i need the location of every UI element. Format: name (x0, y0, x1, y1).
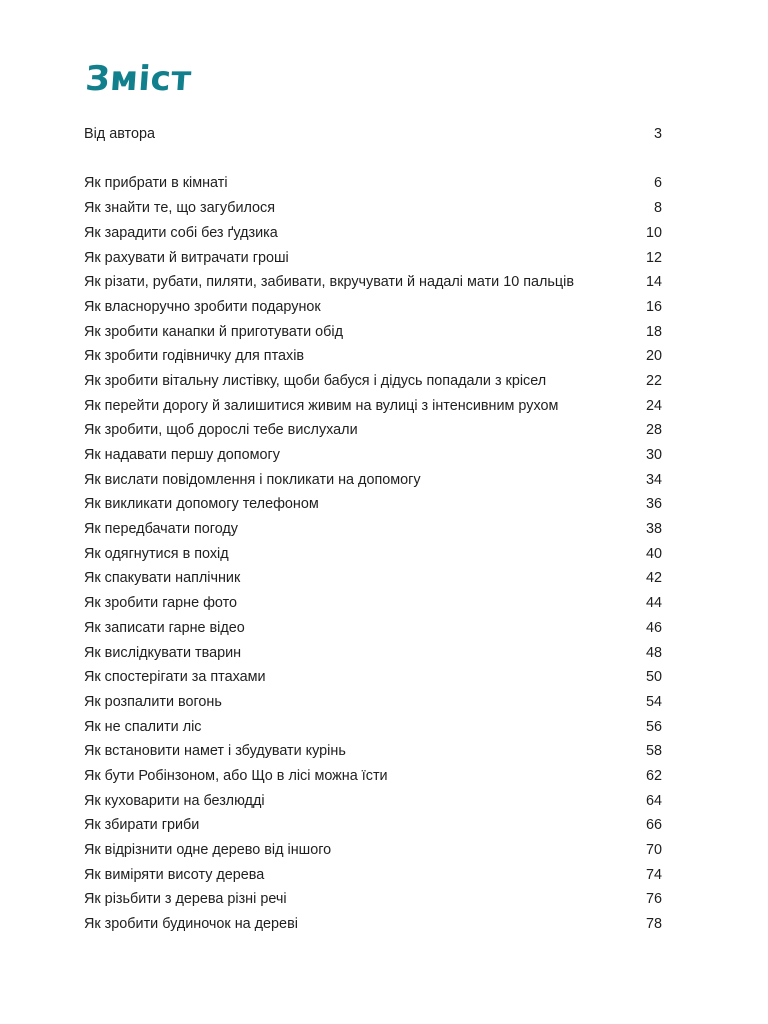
toc-entry-title: Як зробити годівничку для птахів (84, 348, 305, 365)
toc-entry-title: Як передбачати погоду (84, 521, 238, 538)
toc-entry-page-number: 36 (645, 496, 662, 513)
toc-entry[interactable] (84, 715, 662, 740)
toc-entry-title: Як знайти те, що загубилося (84, 200, 276, 217)
toc-entry-page-number: 3 (653, 126, 662, 142)
toc-entry-title: Від автора (84, 126, 155, 142)
toc-entry-page-number: 10 (645, 224, 662, 241)
toc-entry-page-number: 46 (645, 619, 662, 636)
toc-entry-page-number: 30 (645, 447, 662, 464)
toc-entry-title: Як перейти дорогу й залишитися живим на вулиці з інтенсивним рухом (84, 397, 559, 414)
toc-entry[interactable] (84, 492, 662, 517)
table-of-contents-list (84, 122, 662, 937)
toc-entry[interactable] (84, 196, 662, 221)
toc-entry-page-number: 48 (645, 644, 662, 661)
toc-entry[interactable] (84, 838, 662, 863)
toc-entry[interactable] (84, 566, 662, 591)
toc-entry-page-number: 74 (645, 866, 662, 883)
toc-entry-title: Як одягнутися в похід (84, 545, 229, 562)
toc-entry[interactable] (84, 789, 662, 814)
toc-entry[interactable] (84, 517, 662, 542)
toc-entry-page-number: 20 (645, 348, 662, 365)
toc-entry-page-number: 42 (645, 570, 662, 587)
toc-entry-page-number: 78 (645, 916, 662, 933)
toc-entry-page-number: 40 (645, 545, 662, 562)
toc-entry-page-number: 14 (645, 274, 662, 291)
toc-entry-page-number: 38 (645, 521, 662, 538)
toc-entry-page-number: 12 (645, 249, 662, 266)
toc-entry[interactable] (84, 171, 662, 196)
toc-entry[interactable] (84, 394, 662, 419)
toc-entry-title: Як різати, рубати, пиляти, забивати, вкручувати й надалі мати 10 пальців (84, 274, 574, 291)
toc-entry-title: Як надавати першу допомогу (84, 447, 280, 464)
toc-entry-page-number: 28 (645, 422, 662, 439)
toc-entry-title: Як встановити намет і збудувати курінь (84, 743, 346, 760)
table-of-contents-title: Зміст (84, 59, 193, 99)
toc-entry-title: Як вислідкувати тварин (84, 644, 242, 661)
toc-entry-page-number: 16 (645, 298, 662, 315)
toc-entry-page-number: 64 (645, 792, 662, 809)
toc-entry-page-number: 24 (645, 397, 662, 414)
toc-entry[interactable] (84, 887, 662, 912)
toc-entry[interactable] (84, 344, 662, 369)
toc-entry-page-number: 22 (645, 372, 662, 389)
toc-entry[interactable] (84, 320, 662, 345)
toc-entry[interactable] (84, 616, 662, 641)
toc-entry-title: Як прибрати в кімнаті (84, 175, 228, 192)
toc-entry[interactable] (84, 270, 662, 295)
toc-entry[interactable] (84, 443, 662, 468)
toc-entry-page-number: 58 (645, 743, 662, 760)
toc-entry-title: Як спостерігати за птахами (84, 669, 266, 686)
toc-entry[interactable] (84, 591, 662, 616)
toc-entry-title: Як виміряти висоту дерева (84, 866, 265, 883)
toc-entry-page-number: 56 (645, 718, 662, 735)
toc-entry[interactable] (84, 690, 662, 715)
toc-entry[interactable] (84, 813, 662, 838)
toc-entry-title: Як розпалити вогонь (84, 693, 222, 710)
toc-entry[interactable] (84, 764, 662, 789)
toc-entry-title: Як зробити вітальну листівку, щоби бабуся і дідусь попадали з крісел (84, 372, 547, 389)
toc-entry-page-number: 6 (653, 175, 662, 192)
toc-entry-page-number: 8 (653, 200, 662, 217)
toc-entry-title: Як зробити гарне фото (84, 595, 238, 612)
toc-entry-page-number: 76 (645, 891, 662, 908)
toc-entry-page-number: 70 (645, 842, 662, 859)
toc-entry[interactable] (84, 418, 662, 443)
toc-entry-page-number: 34 (645, 471, 662, 488)
toc-entry-title: Як спакувати наплічник (84, 570, 241, 587)
toc-entry[interactable] (84, 739, 662, 764)
toc-entry-page-number: 44 (645, 595, 662, 612)
toc-entry-page-number: 66 (645, 817, 662, 834)
toc-entry-page-number: 50 (645, 669, 662, 686)
toc-entry[interactable] (84, 295, 662, 320)
toc-entry-title: Як зробити канапки й приготувати обід (84, 323, 343, 340)
toc-entry[interactable] (84, 665, 662, 690)
toc-entry-title: Як рахувати й витрачати гроші (84, 249, 289, 266)
toc-entry-page-number: 54 (645, 693, 662, 710)
toc-entry[interactable] (84, 912, 662, 937)
toc-entry[interactable] (84, 122, 662, 147)
toc-entry[interactable] (84, 221, 662, 246)
toc-entry-title: Як зарадити собі без ґудзика (84, 224, 278, 241)
toc-entry-title: Як збирати гриби (84, 817, 200, 834)
toc-entry[interactable] (84, 863, 662, 888)
toc-entry-title: Як бути Робінзоном, або Що в лісі можна їсти (84, 767, 388, 784)
toc-entry[interactable] (84, 246, 662, 271)
toc-entry-title: Як вислати повідомлення і покликати на допомогу (84, 471, 421, 488)
toc-entry[interactable] (84, 542, 662, 567)
toc-entry-title: Як зробити будиночок на дереві (84, 916, 298, 933)
toc-entry-title: Як записати гарне відео (84, 619, 245, 636)
toc-entry-title: Як зробити, щоб дорослі тебе вислухали (84, 422, 358, 439)
toc-entry-title: Як власноручно зробити подарунок (84, 298, 321, 315)
toc-entry-title: Як відрізнити одне дерево від іншого (84, 842, 332, 859)
toc-entry-page-number: 18 (645, 323, 662, 340)
toc-entry-page-number: 62 (645, 767, 662, 784)
toc-entry[interactable] (84, 641, 662, 666)
toc-entry-title: Як різьбити з дерева різні речі (84, 891, 287, 908)
toc-entry-title: Як куховарити на безлюдді (84, 792, 265, 809)
toc-entry-title: Як викликати допомогу телефоном (84, 496, 319, 513)
toc-entry-title: Як не спалити ліс (84, 718, 202, 735)
toc-entry[interactable] (84, 369, 662, 394)
toc-entry[interactable] (84, 468, 662, 493)
